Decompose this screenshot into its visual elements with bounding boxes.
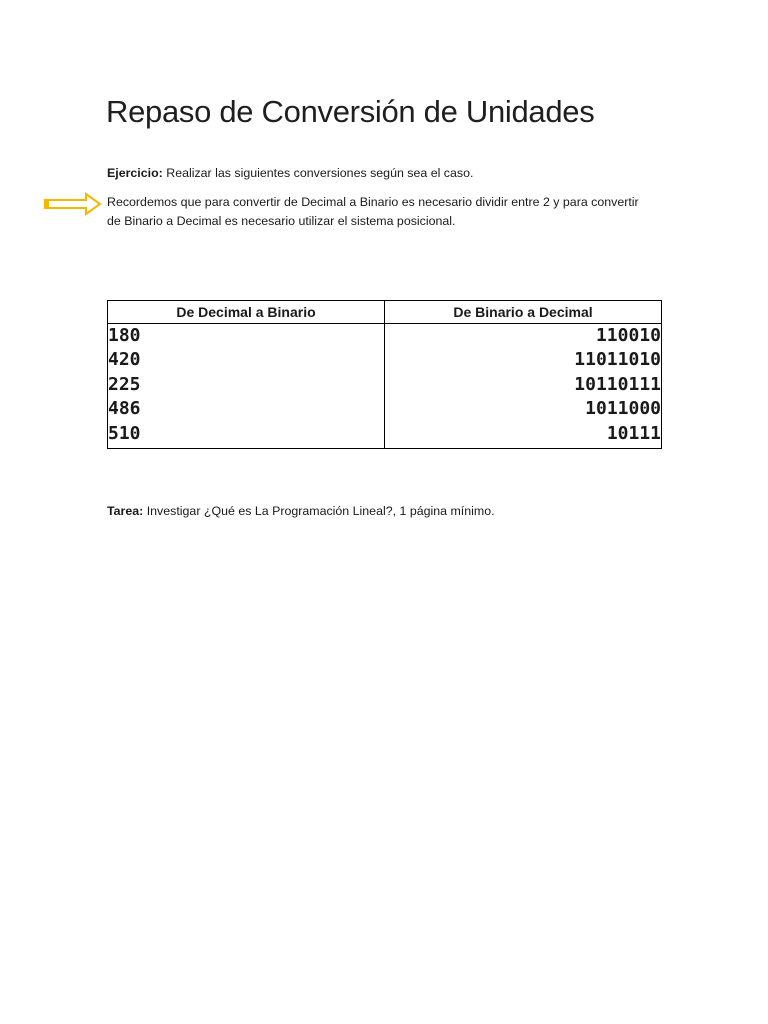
header-decimal-to-binary: De Decimal a Binario [108,301,385,324]
binary-value: 10111 [606,422,661,444]
conversion-table [107,300,662,449]
binary-column [385,324,662,449]
page-title: Repaso de Conversión de Unidades [106,94,595,129]
binary-value: 11011010 [574,349,661,371]
exercise-instruction [107,164,667,183]
homework-label: Tarea: [107,504,144,518]
decimal-value: 180 [108,325,141,346]
reminder-line-1: Recordemos que para convertir de Decimal a Binario es necesario dividir entre 2 y para convertir [107,195,639,209]
decimal-value: 510 [108,422,141,444]
reminder-line-2: de Binario a Decimal es necesario utilizar el sistema posicional. [107,214,456,228]
decimal-value: 420 [108,349,141,371]
homework-instruction [107,502,667,521]
binary-value: 110010 [595,325,661,346]
exercise-label: Ejercicio: [107,166,163,180]
binary-value: 1011000 [585,398,661,420]
arrow-right-icon [44,192,102,216]
binary-value: 10110111 [574,373,661,395]
header-binary-to-decimal: De Binario a Decimal [385,301,662,324]
reminder-paragraph [107,193,667,231]
decimal-value: 225 [108,373,141,395]
homework-text: Investigar ¿Qué es La Programación Lineal?, 1 página mínimo. [143,504,495,518]
decimal-column [108,324,385,449]
exercise-text: Realizar las siguientes conversiones según sea el caso. [162,166,474,180]
decimal-value: 486 [108,398,141,420]
